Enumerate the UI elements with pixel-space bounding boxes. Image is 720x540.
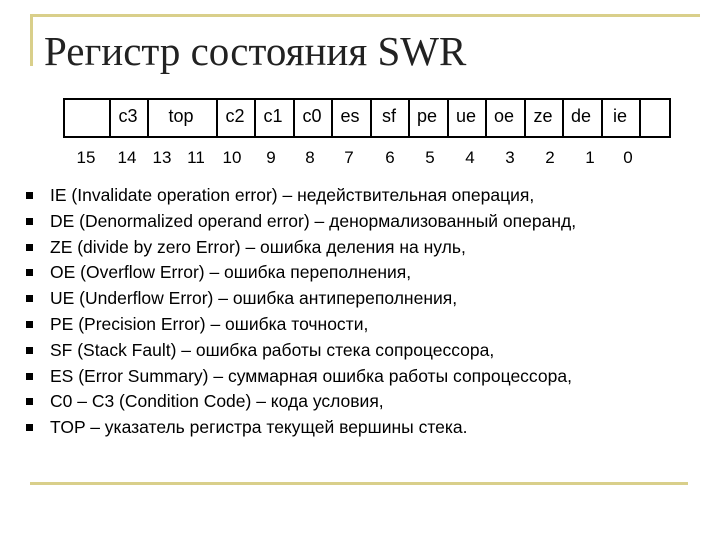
bit-number: 5: [425, 148, 435, 167]
list-item-text: DE (Denormalized operand error) – денормализованный операнд,: [50, 210, 577, 231]
register-field-ie: ie: [612, 106, 628, 126]
decorative-vertical-rule: [30, 14, 33, 66]
bit-number: 4: [465, 148, 475, 167]
square-bullet-icon: [26, 269, 33, 276]
bit-number: 1: [585, 148, 595, 167]
register-cell-divider: [293, 100, 295, 136]
square-bullet-icon: [26, 218, 33, 225]
square-bullet-icon: [26, 398, 33, 405]
register-field-ue: ue: [455, 106, 477, 126]
list-item-text: ES (Error Summary) – суммарная ошибка работы сопроцессора,: [50, 365, 572, 386]
register-cell-divider: [447, 100, 449, 136]
bit-number: 6: [385, 148, 395, 167]
register-field-sf: sf: [381, 106, 397, 126]
register-cell-divider: [408, 100, 410, 136]
bit-number: 2: [545, 148, 555, 167]
register-field-c0: c0: [302, 106, 322, 126]
register-cell-divider: [485, 100, 487, 136]
register-field-de: de: [570, 106, 592, 126]
bit-number: 15: [76, 148, 96, 167]
register-cell-divider: [331, 100, 333, 136]
bit-number: 9: [266, 148, 276, 167]
decorative-bottom-rule: [30, 482, 688, 485]
square-bullet-icon: [26, 295, 33, 302]
list-item-text: OE (Overflow Error) – ошибка переполнения,: [50, 262, 412, 283]
list-item-text: C0 – C3 (Condition Code) – кода условия,: [50, 391, 384, 412]
decorative-top-rule: [30, 14, 700, 17]
list-item-text: TOP – указатель регистра текущей вершины стека.: [50, 417, 468, 438]
register-field-c2: c2: [225, 106, 245, 126]
register-cell-divider: [109, 100, 111, 136]
bit-number: 10: [222, 148, 242, 167]
square-bullet-icon: [26, 373, 33, 380]
square-bullet-icon: [26, 424, 33, 431]
square-bullet-icon: [26, 347, 33, 354]
slide-title: Регистр состояния SWR: [44, 28, 467, 74]
list-item-text: ZE (divide by zero Error) – ошибка деления на нуль,: [50, 236, 466, 257]
register-field-c3: c3: [118, 106, 138, 126]
register-cell-divider: [370, 100, 372, 136]
register-cell-divider: [562, 100, 564, 136]
register-cell-divider: [216, 100, 218, 136]
register-cell-divider: [639, 100, 641, 136]
list-item-text: SF (Stack Fault) – ошибка работы стека сопроцессора,: [50, 339, 495, 360]
list-item-text: PE (Precision Error) – ошибка точности,: [50, 313, 369, 334]
bit-number: 3: [505, 148, 515, 167]
register-field-pe: pe: [416, 106, 438, 126]
register-cell-divider: [254, 100, 256, 136]
register-field-c1: c1: [263, 106, 283, 126]
bit-number: 14: [117, 148, 137, 167]
square-bullet-icon: [26, 321, 33, 328]
register-field-oe: oe: [493, 106, 515, 126]
register-field-ze: ze: [533, 106, 553, 126]
square-bullet-icon: [26, 244, 33, 251]
bit-number: 11: [187, 148, 205, 167]
list-item-text: UE (Underflow Error) – ошибка антипереполнения,: [50, 288, 458, 309]
bit-number: 0: [623, 148, 633, 167]
register-cell-divider: [524, 100, 526, 136]
register-cell-divider: [601, 100, 603, 136]
register-field-es: es: [340, 106, 360, 126]
square-bullet-icon: [26, 192, 33, 199]
bit-number: 13: [152, 148, 172, 167]
list-item-text: IE (Invalidate operation error) – недействительная операция,: [50, 185, 535, 205]
bit-number: 8: [305, 148, 315, 167]
bit-number: 7: [344, 148, 354, 167]
register-field-top: top: [168, 106, 194, 126]
register-cell-divider: [147, 100, 149, 136]
register-diagram: [63, 98, 671, 138]
